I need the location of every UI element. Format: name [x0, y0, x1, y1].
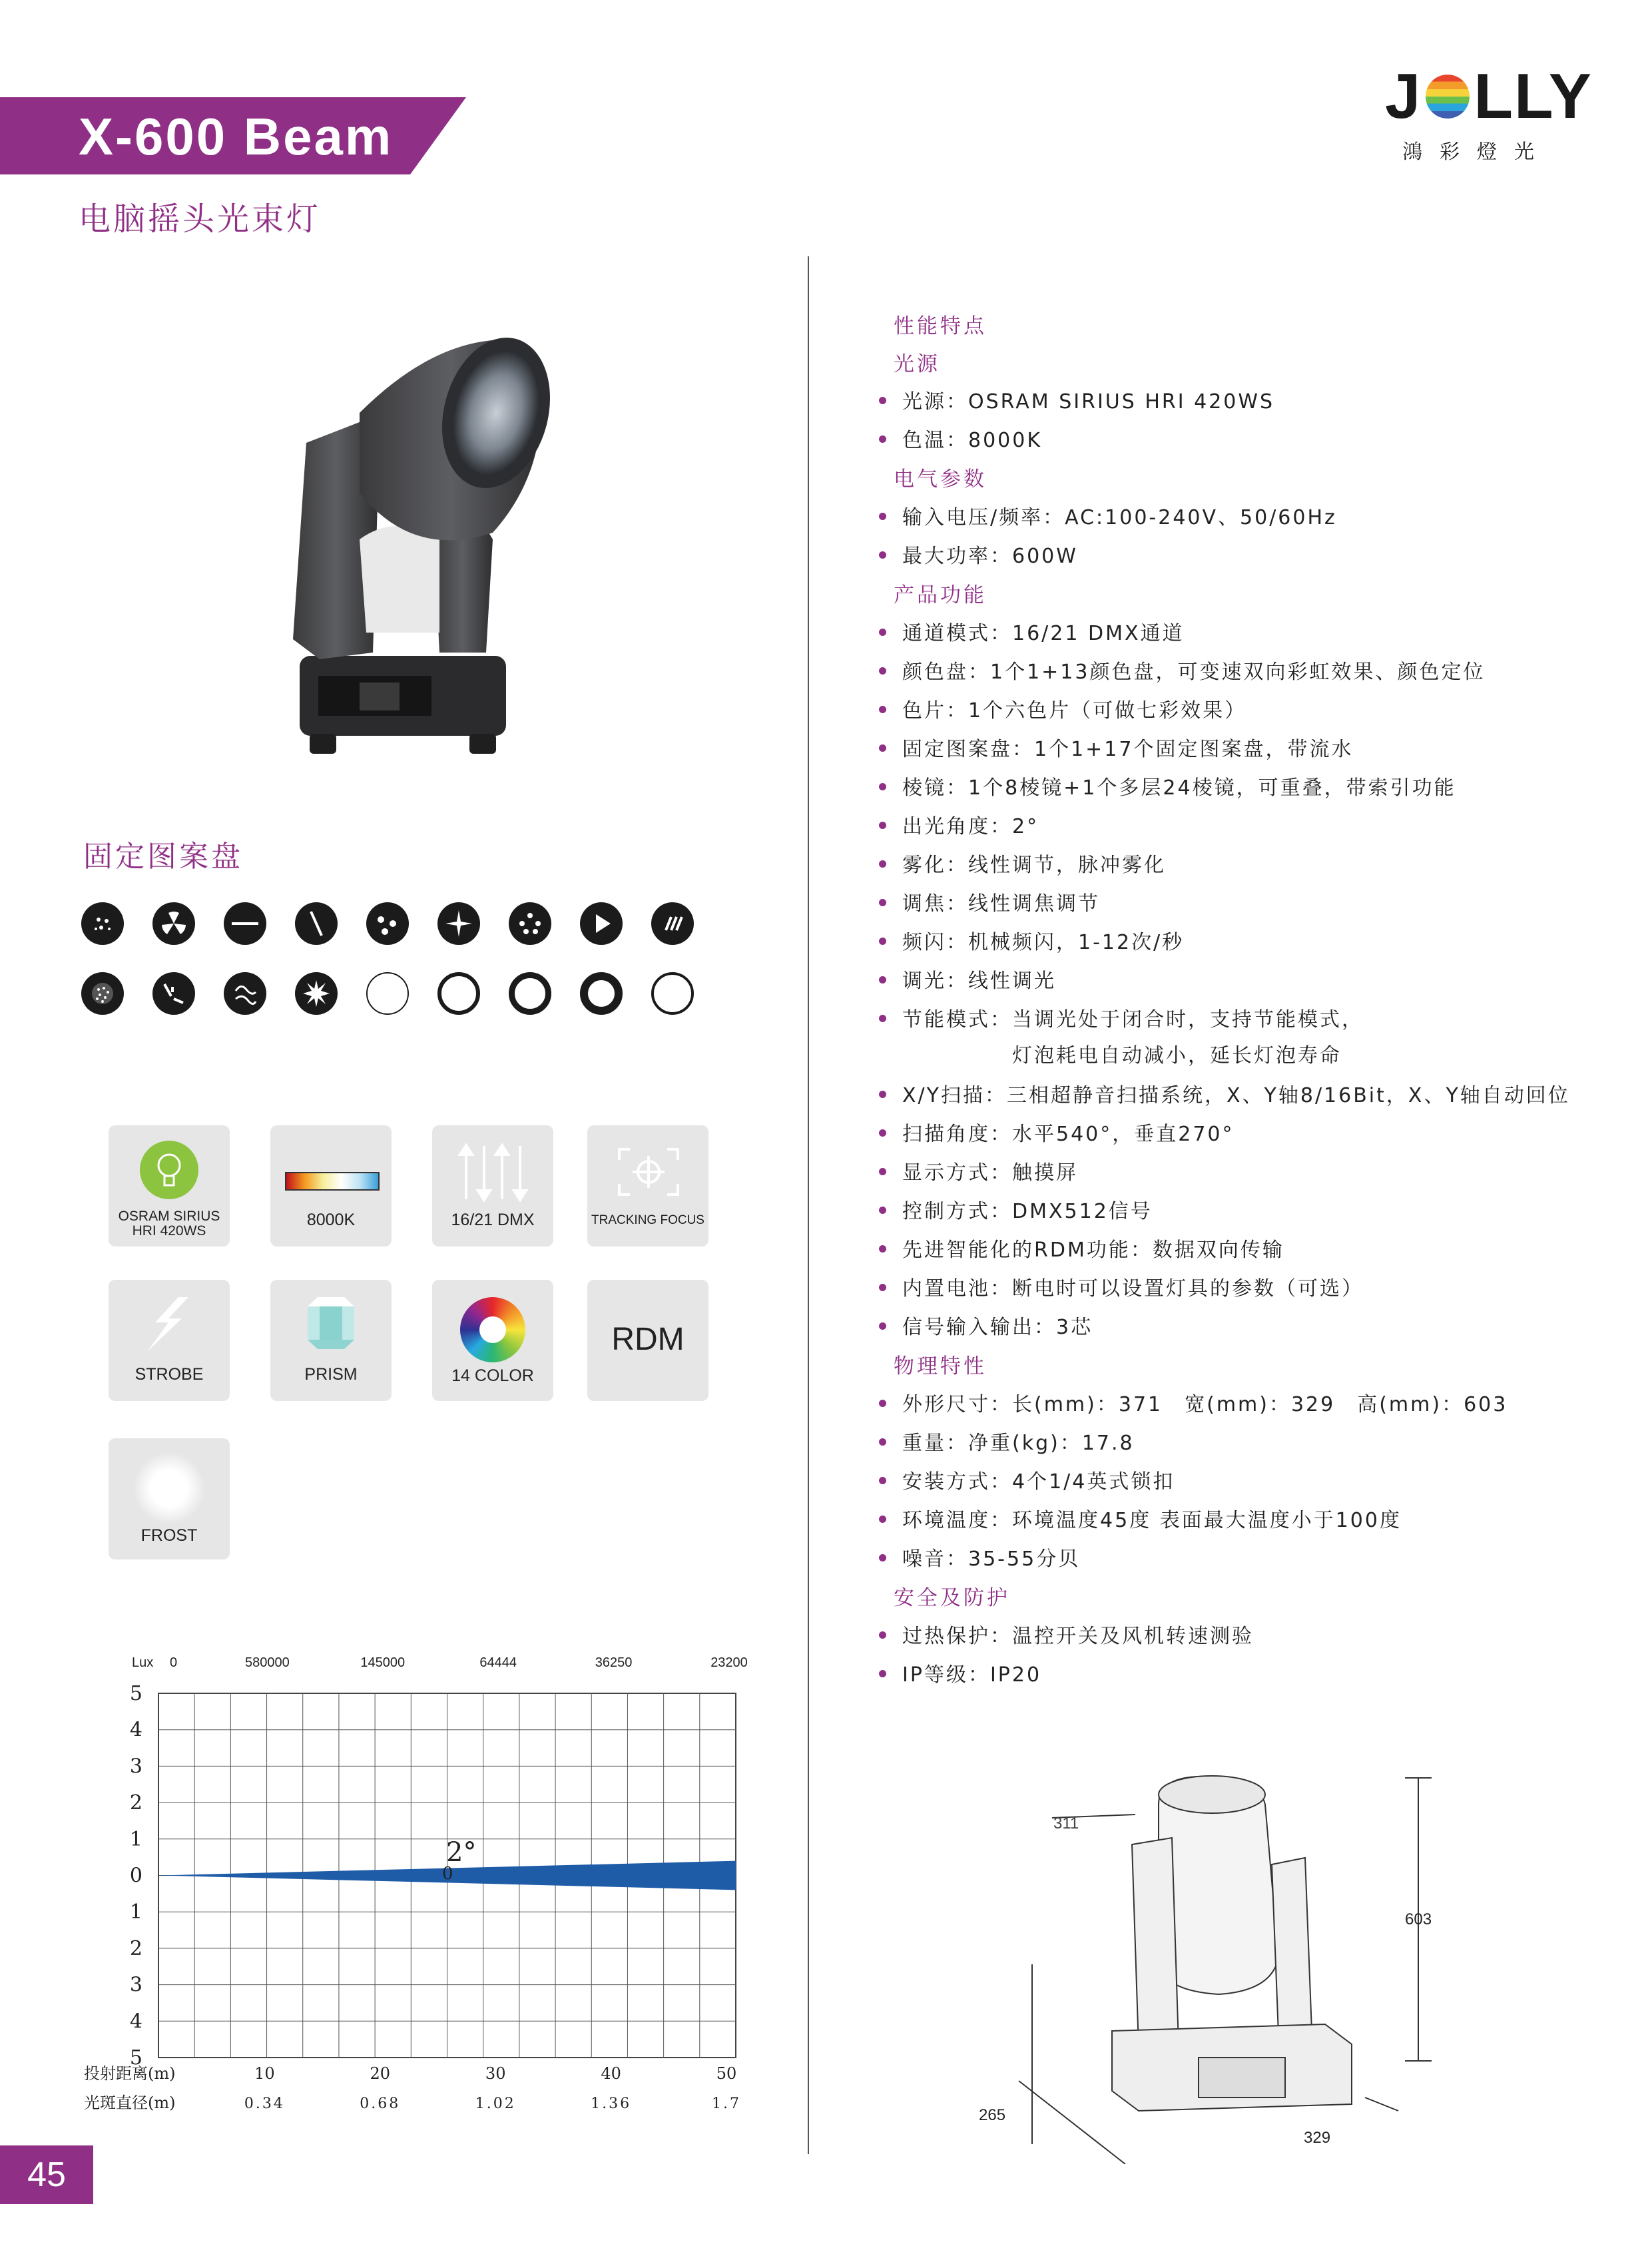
spec-color-temp: 色温：8000K: [879, 427, 1042, 454]
osram-tile: [109, 1125, 230, 1247]
page-number: 45: [27, 2155, 66, 2194]
bullet-icon: [879, 1400, 886, 1407]
y-tick-label: 4: [129, 2010, 142, 2034]
color-temp-tile: [270, 1125, 392, 1247]
bullet-icon: [879, 706, 886, 713]
tracking-tile: [587, 1125, 708, 1247]
bullet-icon: [879, 899, 886, 906]
bullet-icon: [879, 744, 886, 752]
open-ring-icon: [366, 972, 409, 1015]
x-tick-label: 40: [601, 2064, 621, 2083]
frost-label: FROST: [140, 1526, 198, 1545]
distance-axis-label: 投射距离(m): [84, 2064, 176, 2083]
lux-tick-label: 145000: [360, 1655, 406, 1670]
diameter-tick-label: 1.7: [712, 2096, 741, 2111]
spec-gobo-wheel: 固定图案盘：1个1+17个固定图案盘，带流水: [879, 736, 1353, 763]
x-tick-label: 20: [370, 2064, 391, 2083]
tracking-focus-icon: [617, 1147, 681, 1197]
lux-tick-label: 64444: [479, 1655, 517, 1670]
spec-color-filter: 色片：1个六色片（可做七彩效果）: [879, 698, 1246, 724]
spec-heading-electrical: 电气参数: [894, 467, 987, 491]
speckle-pattern-icon: [81, 972, 124, 1015]
spec-heading-physical: 物理特性: [894, 1354, 987, 1378]
spec-dimmer: 调光：线性调光: [879, 968, 1056, 995]
bullet-icon: [879, 551, 886, 559]
broken-line-pattern-icon: [152, 972, 195, 1015]
dmx-tile: [432, 1125, 553, 1247]
lux-tick-label: 0: [170, 1655, 178, 1670]
spec-eco: 节能模式：当调光处于闭合时，支持节能模式，: [879, 1007, 1364, 1033]
y-tick-label: 2: [129, 1936, 142, 1960]
y-tick-label: 1: [129, 1900, 142, 1924]
frost-tile: [109, 1438, 230, 1559]
lux-tick-label: 36250: [595, 1655, 633, 1670]
spec-env: 环境温度：环境温度45度 表面最大温度小于100度: [879, 1508, 1402, 1534]
lux-tick-label: 580000: [245, 1655, 290, 1670]
color-tile: [432, 1280, 553, 1401]
bullet-icon: [879, 1477, 886, 1484]
strobe-label: STROBE: [135, 1365, 204, 1384]
spec-signal: 信号输入输出：3芯: [879, 1314, 1093, 1341]
spec-heading-light: 光源: [894, 352, 940, 376]
stripes-pattern-icon: [651, 902, 694, 945]
bullet-icon: [879, 1168, 886, 1175]
bullet-icon: [879, 860, 886, 868]
product-subtitle: 电脑摇头光束灯: [79, 200, 322, 238]
spec-xy-scan: X/Y扫描：三相超静音扫描系统，X、Y轴8/16Bit，X、Y轴自动回位: [879, 1083, 1570, 1109]
beam-zero-label: 0: [442, 1864, 453, 1884]
swirl-pattern-icon: [224, 972, 266, 1015]
dmx-arrows-icon: [456, 1143, 529, 1203]
dimension-drawing: [979, 1765, 1458, 2164]
color-label: 14 COLOR: [451, 1366, 534, 1385]
bullet-icon: [879, 1554, 886, 1561]
bullet-icon: [879, 397, 886, 404]
y-tick-label: 1: [129, 1827, 142, 1851]
column-divider: [808, 256, 809, 2154]
color-wheel-icon: [460, 1297, 525, 1362]
y-tick-label: 4: [129, 1718, 142, 1742]
spec-control: 控制方式：DMX512信号: [879, 1199, 1153, 1225]
logo-letter-j: J: [1385, 61, 1422, 132]
dots-pattern-icon: [81, 902, 124, 945]
diameter-tick-label: 0.68: [360, 2096, 401, 2111]
spec-heading-function: 产品功能: [894, 583, 987, 607]
radiation-pattern-icon: [152, 902, 195, 945]
dot-ring-icon: [580, 972, 623, 1015]
slash-pattern-icon: [295, 902, 338, 945]
strobe-tile: [109, 1280, 230, 1401]
bullet-icon: [879, 1516, 886, 1523]
bulb-icon: [139, 1140, 199, 1200]
tracking-label: TRACKING FOCUS: [591, 1213, 704, 1227]
spec-heading-safety: 安全及防护: [894, 1586, 1010, 1610]
diameter-tick-label: 1.02: [475, 2096, 516, 2111]
bullet-icon: [879, 1631, 886, 1639]
bullet-icon: [879, 1438, 886, 1446]
prism-icon: [301, 1293, 361, 1353]
y-tick-label: 3: [129, 1973, 142, 1997]
bullet-icon: [879, 1670, 886, 1677]
spec-weight: 重量：净重(kg)：17.8: [879, 1430, 1135, 1457]
prism-label: PRISM: [304, 1365, 358, 1384]
triangle-pattern-icon: [580, 902, 623, 945]
thin-ring-icon: [651, 972, 694, 1015]
thick-ring-icon: [437, 972, 480, 1015]
dmx-label: 16/21 DMX: [451, 1211, 535, 1229]
bullet-icon: [879, 976, 886, 983]
rdm-tile: [587, 1280, 708, 1401]
y-tick-label: 5: [129, 2046, 142, 2070]
burst-pattern-icon: [295, 972, 338, 1015]
bullet-icon: [879, 1091, 886, 1098]
y-tick-label: 0: [129, 1864, 142, 1888]
spec-display: 显示方式：触摸屏: [879, 1160, 1078, 1187]
spec-light-source: 光源：OSRAM SIRIUS HRI 420WS: [879, 389, 1274, 416]
spec-focus: 调焦：线性调焦调节: [879, 891, 1100, 918]
x-tick-label: 50: [716, 2064, 737, 2083]
color-temp-bar-icon: [285, 1172, 380, 1191]
spec-eco-continued: 灯泡耗电自动减小，延长灯泡寿命: [1012, 1044, 1342, 1067]
spec-rdm: 先进智能化的RDM功能：数据双向传输: [879, 1237, 1284, 1264]
x-tick-label: 10: [254, 2064, 275, 2083]
frost-glow-icon: [133, 1452, 206, 1525]
beam-chart: [80, 1651, 772, 2111]
spec-frost: 雾化：线性调节，脉冲雾化: [879, 852, 1166, 879]
bullet-icon: [879, 822, 886, 829]
bullet-icon: [879, 629, 886, 636]
gobo-heading: 固定图案盘: [83, 840, 243, 874]
spec-prism: 棱镜：1个8棱镜+1个多层24棱镜，可重叠，带索引功能: [879, 775, 1456, 802]
product-title: X-600 Beam: [79, 107, 394, 166]
bullet-icon: [879, 1245, 886, 1253]
spec-color-wheel: 颜色盘：1个1+13颜色盘，可变速双向彩虹效果、颜色定位: [879, 659, 1485, 686]
spec-ip: IP等级：IP20: [879, 1662, 1041, 1689]
dim-depth-label: 265: [979, 2106, 1006, 2124]
prism-tile: [270, 1280, 392, 1401]
spec-install: 安装方式：4个1/4英式锁扣: [879, 1469, 1175, 1496]
five-dots-pattern-icon: [509, 902, 551, 945]
bullet-icon: [879, 513, 886, 520]
osram-label: OSRAM SIRIUS: [118, 1209, 220, 1224]
spec-size: 外形尺寸：长(mm)：371 宽(mm)：329 高(mm)：603: [879, 1392, 1508, 1418]
color-temp-label: 8000K: [306, 1211, 356, 1229]
spec-beam-angle: 出光角度：2°: [879, 814, 1039, 840]
bullet-icon: [879, 1207, 886, 1214]
spec-heading-performance: 性能特点: [894, 314, 987, 338]
bullet-icon: [879, 1015, 886, 1022]
bullet-icon: [879, 938, 886, 945]
y-tick-label: 2: [129, 1791, 142, 1815]
bullet-icon: [879, 1129, 886, 1137]
star-pattern-icon: [437, 902, 480, 945]
spec-strobe: 频闪：机械频闪，1-12次/秒: [879, 930, 1184, 956]
moving-head-photo: [280, 320, 559, 772]
dim-height-label: 603: [1405, 1910, 1432, 1928]
dim-top-label: 311: [1053, 1815, 1079, 1832]
spec-battery: 内置电池：断电时可以设置灯具的参数（可选）: [879, 1276, 1364, 1302]
osram-label-2: HRI 420WS: [132, 1223, 206, 1239]
bullet-icon: [879, 1322, 886, 1330]
logo-letters-lly: LLY: [1474, 61, 1593, 132]
spec-scan-angle: 扫描角度：水平540°，垂直270°: [879, 1121, 1235, 1148]
line-pattern-icon: [224, 902, 266, 945]
beam-angle-label: 2°: [446, 1837, 477, 1868]
spec-power: 最大功率：600W: [879, 543, 1078, 570]
bold-ring-icon: [509, 972, 551, 1015]
bullet-icon: [879, 435, 886, 443]
spec-voltage: 输入电压/频率：AC:100-240V、50/60Hz: [879, 505, 1337, 531]
bullet-icon: [879, 1284, 886, 1291]
brand-logo: [1385, 61, 1593, 164]
bullet-icon: [879, 783, 886, 790]
lux-tick-label: 23200: [710, 1655, 748, 1670]
x-tick-label: 30: [485, 2064, 506, 2083]
three-dots-pattern-icon: [366, 902, 409, 945]
lux-axis-label: Lux: [132, 1655, 154, 1670]
diameter-axis-label: 光斑直径(m): [84, 2094, 176, 2111]
spec-overheat: 过热保护：温控开关及风机转速测验: [879, 1623, 1254, 1650]
diameter-tick-label: 1.36: [591, 2096, 632, 2111]
rainbow-o-icon: [1426, 75, 1470, 119]
y-tick-label: 5: [129, 1682, 142, 1705]
diameter-tick-label: 0.34: [244, 2096, 285, 2111]
logo-chinese: 鴻彩燈光: [1402, 140, 1551, 164]
rdm-label: RDM: [611, 1322, 685, 1357]
strobe-icon: [142, 1294, 195, 1354]
bullet-icon: [879, 667, 886, 675]
spec-channel: 通道模式：16/21 DMX通道: [879, 621, 1185, 647]
y-tick-label: 3: [129, 1755, 142, 1779]
dim-width-label: 329: [1304, 2129, 1331, 2147]
spec-noise: 噪音：35-55分贝: [879, 1546, 1080, 1573]
